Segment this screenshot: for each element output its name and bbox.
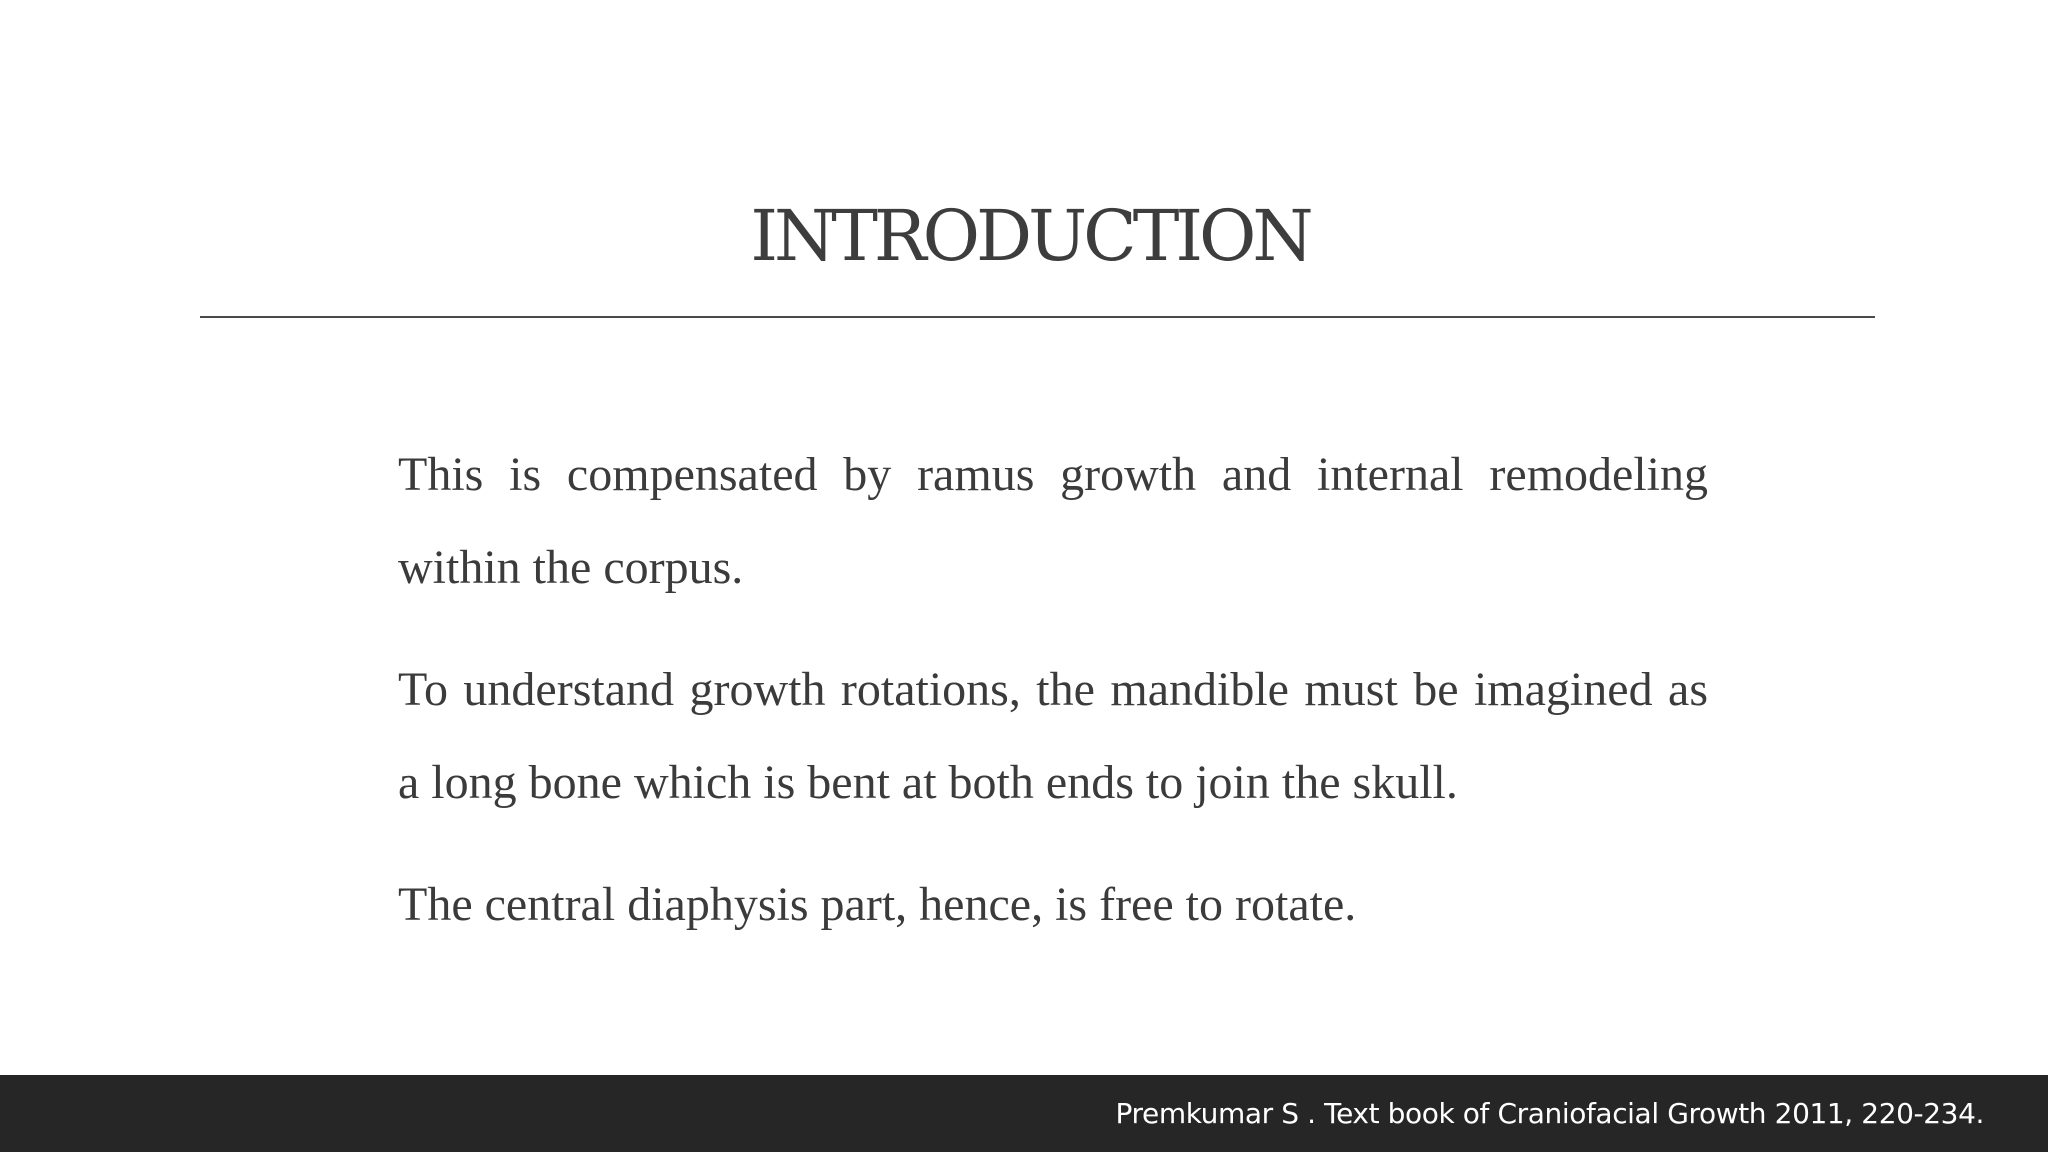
body-paragraph-1: This is compensated by ramus growth and internal remodeling within the corpus. <box>398 448 1708 594</box>
slide-body <box>398 428 1708 980</box>
title-divider <box>200 316 1875 318</box>
slide-title: INTRODUCTION <box>750 195 1310 277</box>
body-paragraph-3: The central diaphysis part, hence, is free to rotate. <box>398 878 1357 931</box>
footer-bar <box>0 1075 2048 1152</box>
footer-citation: Premkumar S . Text book of Craniofacial Growth 2011, 220-234. <box>1115 1097 1984 1130</box>
body-paragraph-2: To understand growth rotations, the mandible must be imagined as a long bone which is bent at both ends to join the skull. <box>398 663 1708 809</box>
